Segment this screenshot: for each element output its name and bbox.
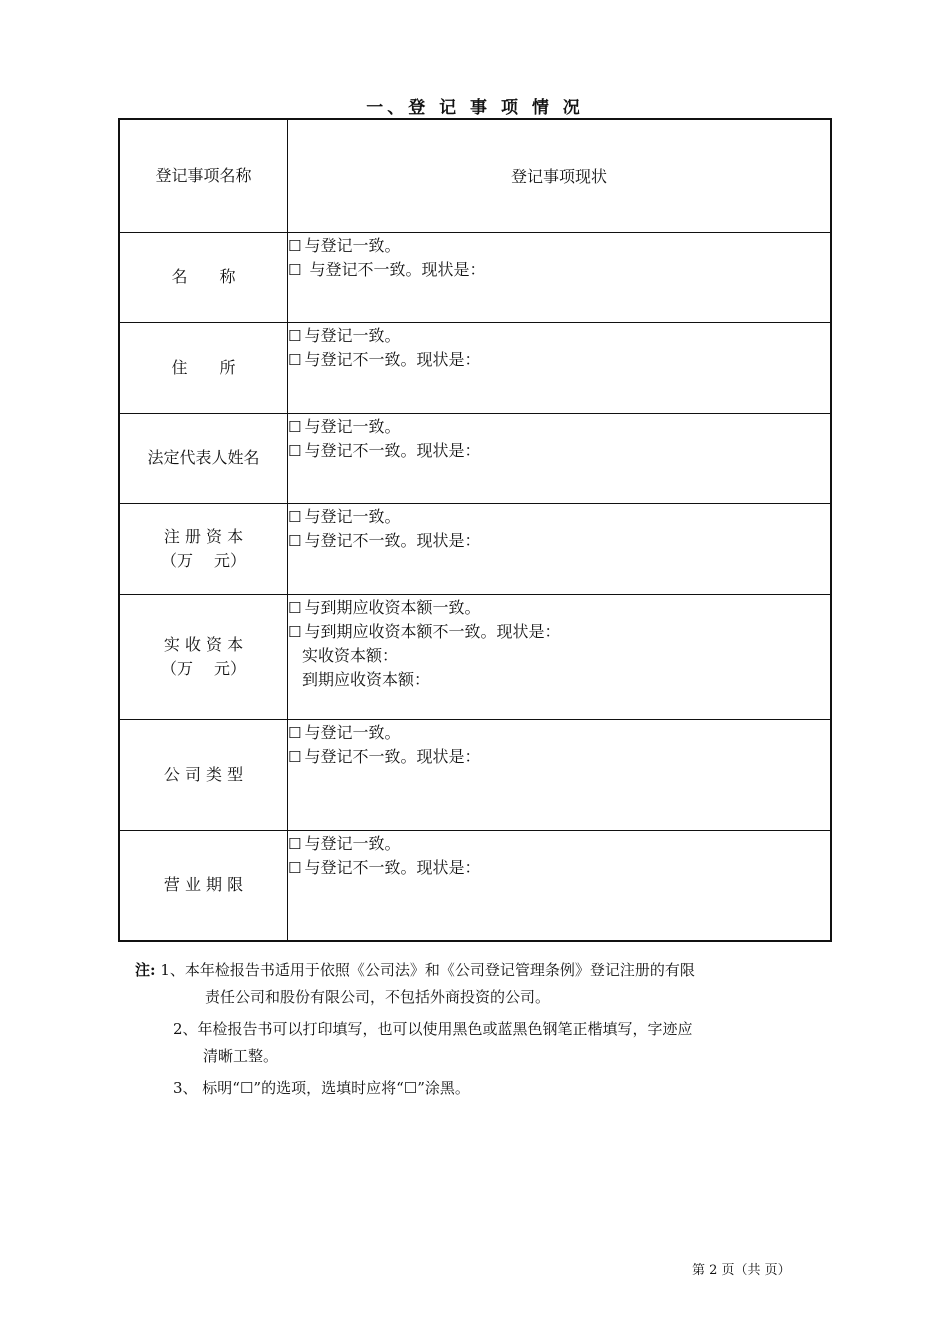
row-label: 注 册 资 本 （万 元） (119, 503, 288, 594)
option-consistent[interactable]: ☐ 与登记一致。 (288, 416, 401, 436)
option-consistent[interactable]: ☐ 与到期应收资本额一致。 (288, 597, 481, 617)
row-label: 法定代表人姓名 (119, 413, 288, 503)
checkbox-icon[interactable]: ☐ (288, 507, 302, 526)
row-status (288, 594, 832, 719)
table-row (119, 594, 831, 719)
table-header-row (119, 119, 831, 232)
checkbox-icon[interactable]: ☐ (288, 858, 302, 877)
option-inconsistent[interactable]: ☐ 与登记不一致。现状是： (288, 349, 481, 369)
table-row (119, 232, 831, 322)
option-consistent[interactable]: ☐ 与登记一致。 (288, 833, 401, 853)
table-row (119, 719, 831, 830)
option-inconsistent[interactable]: ☐ 与登记不一致。现状是： (288, 746, 481, 766)
header-item-name: 登记事项名称 (119, 119, 288, 232)
table-row (119, 413, 831, 503)
row-status (288, 232, 832, 322)
row-label: 公 司 类 型 (119, 719, 288, 830)
checkbox-icon[interactable]: ☐ (288, 531, 302, 550)
row-label: 住 所 (119, 322, 288, 413)
option-consistent[interactable]: ☐ 与登记一致。 (288, 722, 401, 742)
option-consistent[interactable]: ☐ 与登记一致。 (288, 325, 401, 345)
table-row (119, 503, 831, 594)
row-status (288, 830, 832, 941)
notes-section (135, 957, 825, 1102)
row-status (288, 719, 832, 830)
option-inconsistent[interactable]: ☐ 与登记不一致。现状是： (288, 530, 481, 550)
row-status (288, 322, 832, 413)
note-3: 3、 标明“☐”的选项，选填时应将“☐”涂黑。 (173, 1079, 470, 1097)
paid-in-capital-label: 实收资本额： (302, 645, 399, 665)
option-inconsistent[interactable]: ☐ 与登记不一致。现状是： (288, 857, 481, 877)
note-2: 2、年检报告书可以打印填写，也可以使用黑色或蓝黑色钢笔正楷填写，字迹应 清晰工整。 (173, 1020, 693, 1065)
header-item-status: 登记事项现状 (288, 119, 832, 232)
option-consistent[interactable]: ☐ 与登记一致。 (288, 235, 401, 255)
checkbox-icon[interactable]: ☐ (288, 834, 302, 853)
row-status (288, 503, 832, 594)
checkbox-icon[interactable]: ☐ (288, 417, 302, 436)
page-number: 第 2 页（共 页） (692, 1263, 791, 1278)
registration-table (118, 118, 832, 942)
checkbox-icon[interactable]: ☐ (288, 622, 302, 641)
table-row (119, 830, 831, 941)
table-row (119, 322, 831, 413)
checkbox-icon[interactable]: ☐ (288, 747, 302, 766)
row-label: 实 收 资 本 （万 元） (119, 594, 288, 719)
option-inconsistent[interactable]: ☐ 与登记不一致。现状是： (288, 440, 481, 460)
row-label: 营 业 期 限 (119, 830, 288, 941)
row-label: 名 称 (119, 232, 288, 322)
option-inconsistent[interactable]: ☐ 与到期应收资本额不一致。现状是： (288, 621, 561, 641)
checkbox-icon[interactable]: ☐ (288, 441, 302, 460)
checkbox-icon[interactable]: ☐ (288, 260, 302, 279)
checkbox-icon[interactable]: ☐ (288, 598, 302, 617)
section-title: 一、登 记 事 项 情 况 (366, 98, 584, 118)
row-status (288, 413, 832, 503)
checkbox-icon[interactable]: ☐ (288, 723, 302, 742)
notes-label: 注: (135, 961, 156, 979)
due-capital-label: 到期应收资本额： (302, 669, 431, 689)
option-consistent[interactable]: ☐ 与登记一致。 (288, 506, 401, 526)
checkbox-icon[interactable]: ☐ (288, 236, 302, 255)
option-inconsistent[interactable]: ☐ 与登记不一致。现状是： (288, 259, 486, 279)
note-1: 注: 1、本年检报告书适用于依照《公司法》和《公司登记管理条例》登记注册的有限 责任公司和股份有限公司，不包括外商投资的公司。 (135, 961, 695, 1006)
checkbox-icon[interactable]: ☐ (288, 326, 302, 345)
checkbox-icon[interactable]: ☐ (288, 350, 302, 369)
